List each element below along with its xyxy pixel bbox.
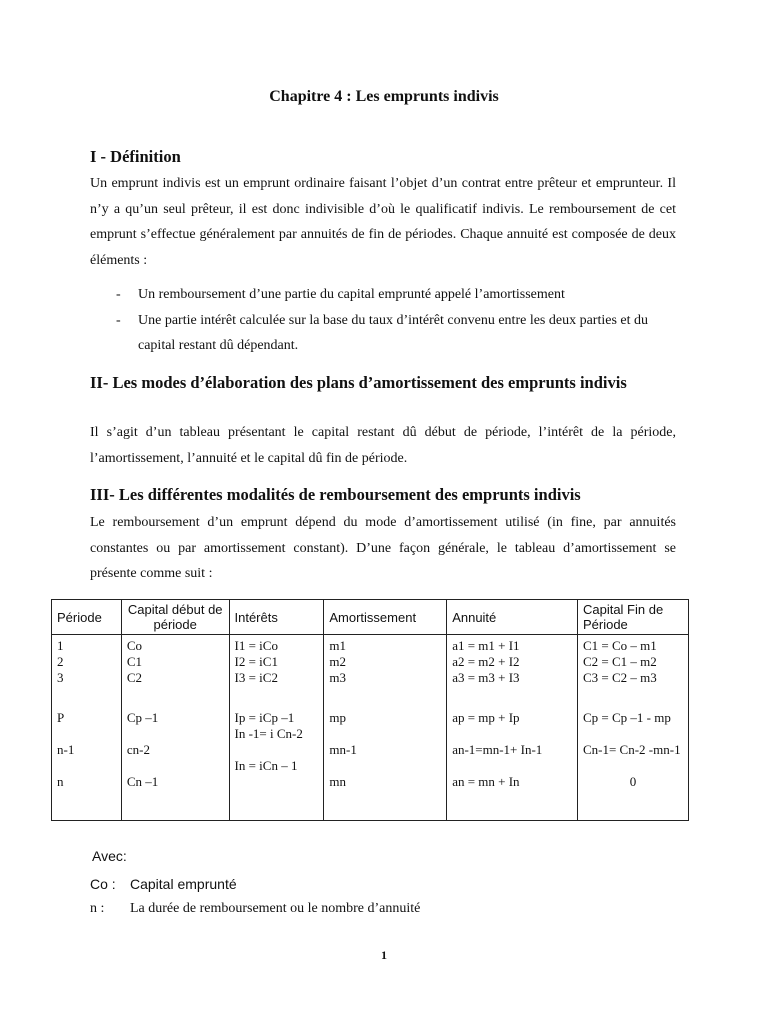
bullet-text: Une partie intérêt calculée sur la base du taux d’intérêt convenu entre les deux parties et du capital restant dû dépendant.: [138, 313, 649, 353]
table-cell: cn-2: [126, 742, 150, 757]
chapter-title: Chapitre 4 : Les emprunts indivis: [269, 88, 499, 105]
column-annuite: [447, 635, 578, 821]
table-cell: In -1= i Cn-2: [234, 726, 303, 741]
section-heading-modalites: III- Les différentes modalités de remboursement des emprunts indivis: [90, 485, 581, 504]
bullet-dash: -: [116, 287, 121, 302]
table-cell: 3: [57, 670, 64, 685]
table-cell: 0: [629, 774, 637, 789]
bullet-text: Un remboursement d’une partie du capital emprunté appelé l’amortissement: [138, 287, 565, 302]
table-cell: C1 = Co – m1: [582, 638, 657, 653]
table-cell: an = mn + In: [452, 774, 520, 789]
table-cell: Ip = iCp –1: [234, 710, 295, 725]
header-periode: Période: [52, 600, 122, 635]
co-label: Co :: [90, 876, 116, 892]
table-cell: mn: [329, 774, 346, 789]
table-cell: Cp –1: [126, 710, 159, 725]
table-cell: m3: [329, 670, 346, 685]
table-cell: In = iCn – 1: [234, 758, 298, 773]
table-body-row: [52, 635, 689, 821]
column-capital-debut: [121, 635, 229, 821]
column-amortissement: [324, 635, 447, 821]
table-cell: Cn-1= Cn-2 -mn-1: [582, 742, 681, 757]
table-cell: C2: [126, 670, 143, 685]
table-cell: Cn –1: [126, 774, 159, 789]
section-heading-modes: II- Les modes d’élaboration des plans d’amortissement des emprunts indivis: [90, 373, 627, 392]
table-cell: C1: [126, 654, 143, 669]
table-cell: I3 = iC2: [234, 670, 278, 685]
table-cell: mn-1: [329, 742, 357, 757]
column-interets: [229, 635, 324, 821]
table-cell: a2 = m2 + I2: [452, 654, 520, 669]
table-cell: an-1=mn-1+ In-1: [452, 742, 543, 757]
table-cell: a1 = m1 + I1: [452, 638, 520, 653]
table-cell: I1 = iCo: [234, 638, 278, 653]
table-cell: P: [57, 710, 65, 725]
table-cell: n: [57, 774, 64, 789]
table-cell: 2: [57, 654, 64, 669]
co-definition: Capital emprunté: [130, 876, 237, 892]
header-capital-fin: Capital Fin de Période: [577, 600, 688, 635]
table-cell: C2 = C1 – m2: [582, 654, 657, 669]
table-header-row: [52, 600, 689, 635]
table-cell: ap = mp + Ip: [452, 710, 520, 725]
modes-paragraph: Il s’agit d’un tableau présentant le capital restant dû début de période, l’intérêt de la période, l’amortissement, l’annuité et le capital dû fin de période.: [90, 425, 676, 466]
modalites-paragraph: Le remboursement d’un emprunt dépend du mode d’amortissement utilisé (in fine, par annuités constantes ou par amortissement constant). D’une façon générale, le tableau d’amortissement se présente comme suit :: [90, 515, 676, 581]
avec-label: Avec:: [92, 848, 127, 864]
table-cell: Cp = Cp –1 - mp: [582, 710, 671, 725]
column-capital-fin: [577, 635, 688, 821]
table-cell: Co: [126, 638, 143, 653]
column-periode: [52, 635, 122, 821]
page-number: 1: [381, 948, 387, 962]
table-cell: n-1: [57, 742, 75, 757]
definition-paragraph: Un emprunt indivis est un emprunt ordinaire faisant l’objet d’un contrat entre prêteur et emprunteur. Il n’y a qu’un seul prêteur, il est donc indivisible d’où le qualificatif indivis. Le remboursement de cet emprunt s’effectue généralement par annuités de fin de périodes. Chaque annuité est composée de deux éléments :: [90, 176, 676, 268]
n-label: n :: [90, 901, 105, 916]
table-cell: m2: [329, 654, 346, 669]
header-interets: Intérêts: [229, 600, 324, 635]
amortization-table: [51, 599, 689, 821]
table-cell: a3 = m3 + I3: [452, 670, 520, 685]
n-definition: La durée de remboursement ou le nombre d’annuité: [130, 901, 421, 916]
table-cell: 1: [57, 638, 64, 653]
header-capital-debut: Capital début de période: [121, 600, 229, 635]
section-heading-definition: I - Définition: [90, 147, 181, 166]
header-amortissement: Amortissement: [324, 600, 447, 635]
table-cell: C3 = C2 – m3: [582, 670, 657, 685]
bullet-dash: -: [116, 313, 121, 328]
table-cell: I2 = iC1: [234, 654, 278, 669]
header-annuite: Annuité: [447, 600, 578, 635]
table-cell: m1: [329, 638, 346, 653]
table-cell: mp: [329, 710, 346, 725]
